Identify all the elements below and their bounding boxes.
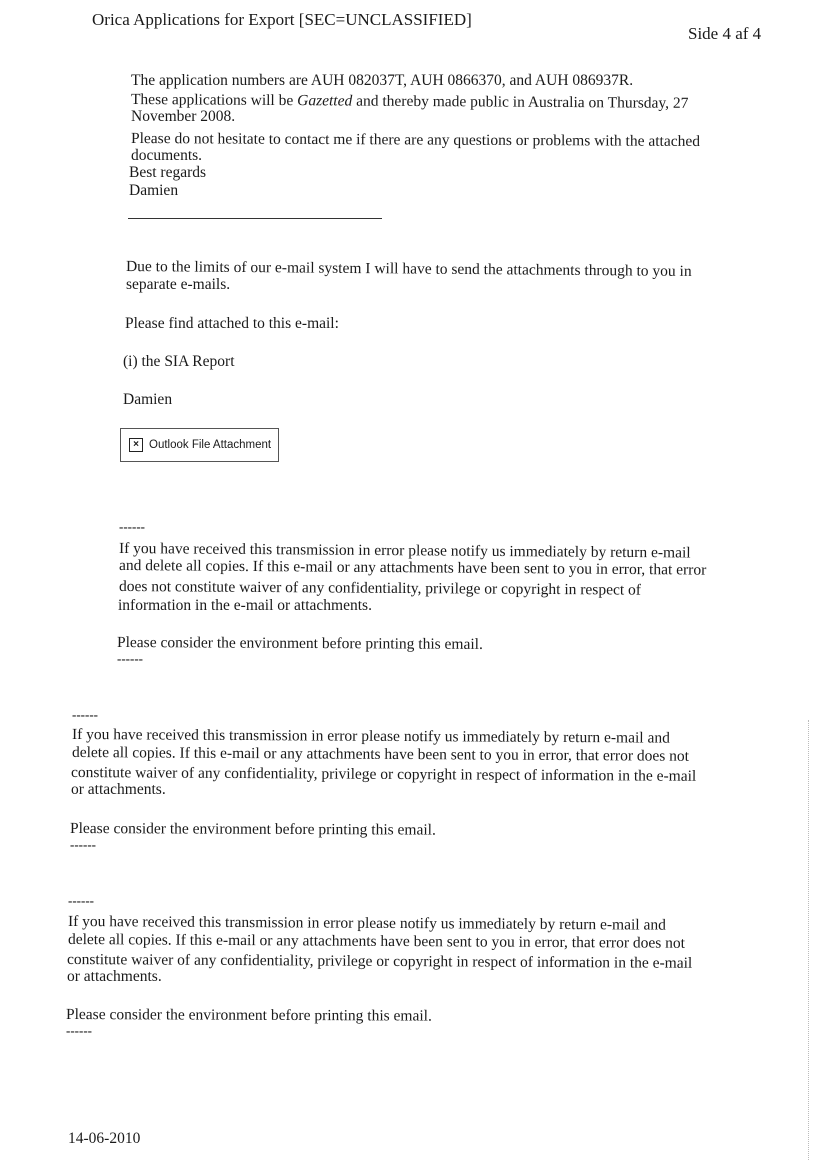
disclaimer-2-line-3: constitute waiver of any confidentiality, privilege or copyright in respect of information in the e-mail	[70, 764, 697, 785]
gazetted-text-a: These applications will be	[130, 91, 298, 110]
gazetted-italic: Gazetted	[297, 92, 353, 110]
disclaimer-1-line-2: and delete all copies. If this e-mail or any attachments have been sent to you in error, that error	[118, 557, 707, 579]
disclaimer-2-line-2: delete all copies. If this e-mail or any attachments have been sent to you in error, that error does not	[71, 744, 690, 765]
attachment-label: Outlook File Attachment	[149, 439, 272, 451]
disclaimer-3-line-1: If you have received this transmission in error please notify us immediately by return e-mail and	[67, 913, 666, 934]
disclaimer-2-line-4: or attachments.	[71, 781, 166, 798]
page-number: Side 4 af 4	[688, 24, 762, 43]
disclaimer-1-line-1: If you have received this transmission in error please notify us immediately by return e-mail	[118, 540, 691, 562]
disclaimer-3-line-2: delete all copies. If this e-mail or any attachments have been sent to you in error, that error does not	[67, 931, 686, 952]
limits-line-1: Due to the limits of our e-mail system I will have to send the attachments through to you in	[125, 258, 692, 280]
best-regards: Best regards	[129, 164, 207, 181]
scan-margin-line	[808, 720, 809, 1160]
disclaimer-1-line-4: information in the e-mail or attachments.	[118, 597, 372, 614]
document-title: Orica Applications for Export [SEC=UNCLASSIFIED]	[92, 10, 472, 29]
dash-separator: ------	[72, 707, 98, 722]
dash-separator: ------	[68, 893, 94, 908]
dash-separator: ------	[66, 1023, 92, 1038]
signature-name: Damien	[129, 182, 179, 199]
gazetted-text-b: and thereby made public in Australia on Thursday, 27	[352, 92, 689, 112]
disclaimer-1-line-3: does not constitute waiver of any confidentiality, privilege or copyright in respect of	[118, 578, 642, 599]
limits-line-2: separate e-mails.	[126, 276, 231, 293]
attached-item: (i) the SIA Report	[123, 353, 235, 370]
disclaimer-3-environment: Please consider the environment before printing this email.	[65, 1006, 432, 1025]
dash-separator: ------	[117, 651, 143, 666]
disclaimer-1-environment: Please consider the environment before printing this email.	[116, 634, 483, 653]
separator-line	[128, 218, 382, 219]
disclaimer-2-line-1: If you have received this transmission in error please notify us immediately by return e-mail and	[71, 726, 670, 747]
dash-separator: ------	[119, 519, 145, 534]
message-signature: Damien	[123, 391, 173, 408]
find-attached-line: Please find attached to this e-mail:	[125, 315, 339, 332]
footer-date: 14-06-2010	[68, 1130, 141, 1147]
disclaimer-2-environment: Please consider the environment before printing this email.	[69, 820, 436, 839]
contact-line: Please do not hesitate to contact me if there are any questions or problems with the attached	[130, 130, 701, 150]
application-numbers-line: The application numbers are AUH 082037T, AUH 0866370, and AUH 086937R.	[131, 72, 634, 89]
outlook-file-attachment[interactable]	[120, 428, 279, 462]
dash-separator: ------	[70, 837, 96, 852]
documents-line: documents.	[131, 147, 203, 164]
broken-image-icon: ×	[129, 438, 143, 452]
disclaimer-3-line-3: constitute waiver of any confidentiality, privilege or copyright in respect of information in the e-mail	[66, 951, 693, 972]
gazetted-date-line: November 2008.	[131, 108, 236, 125]
disclaimer-3-line-4: or attachments.	[67, 968, 162, 985]
